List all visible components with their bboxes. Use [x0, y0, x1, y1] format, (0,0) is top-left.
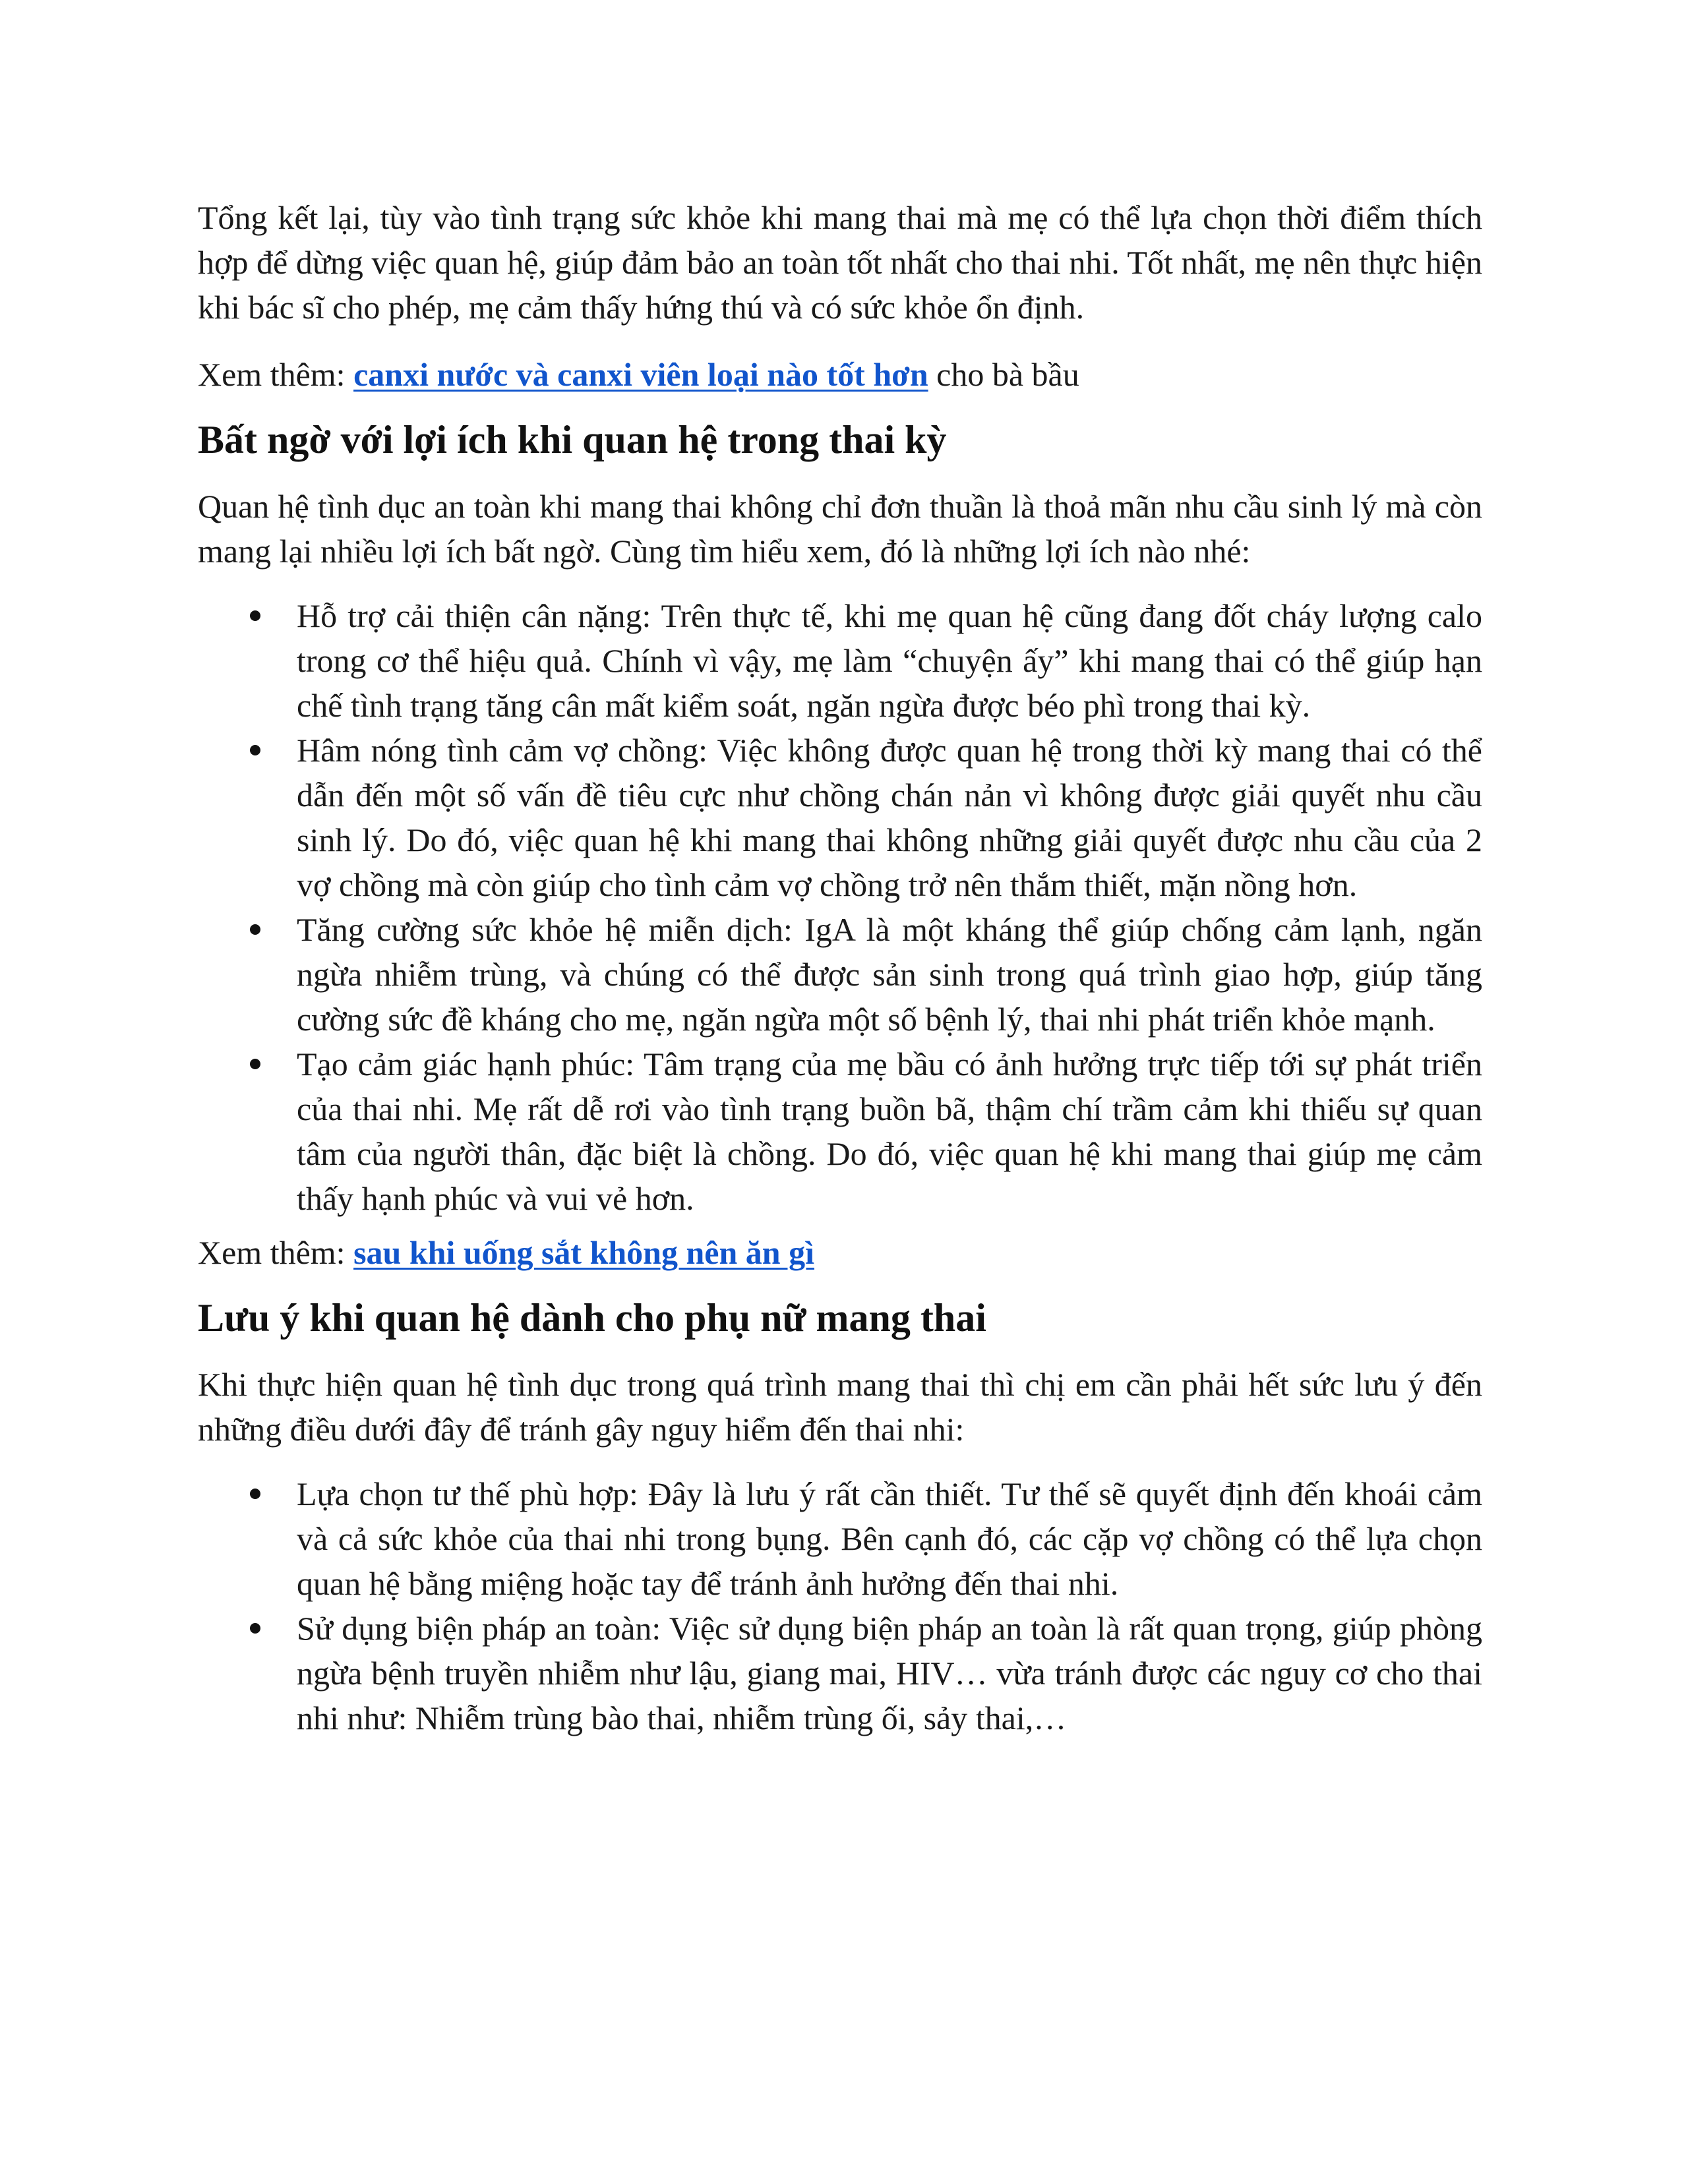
- list-item-text: Lựa chọn tư thế phù hợp: Đây là lưu ý rất cần thiết. Tư thế sẽ quyết định đến khoái cảm và cả sức khỏe của thai nhi trong bụng. Bên cạnh đó, các cặp vợ chồng có thể lựa chọn quan hệ bằng miệng hoặc tay để tránh ảnh hưởng đến thai nhi.: [297, 1475, 1482, 1602]
- see-more-link-calcium[interactable]: canxi nước và canxi viên loại nào tốt hơn: [353, 356, 928, 393]
- list-item-text: Hâm nóng tình cảm vợ chồng: Việc không được quan hệ trong thời kỳ mang thai có thể dẫn đến một số vấn đề tiêu cực như chồng chán nản vì không được giải quyết nhu cầu sinh lý. Do đó, việc quan hệ khi mang thai không những giải quyết được nhu cầu của 2 vợ chồng mà còn giúp cho tình cảm vợ chồng trở nên thắm thiết, mặn nồng hơn.: [297, 732, 1482, 903]
- list-item: [198, 1042, 1482, 1221]
- list-item: [198, 1606, 1482, 1740]
- list-item-text: Sử dụng biện pháp an toàn: Việc sử dụng biện pháp an toàn là rất quan trọng, giúp phòng ngừa bệnh truyền nhiễm như lậu, giang mai, HIV… vừa tránh được các nguy cơ cho thai nhi như: Nhiễm trùng bào thai, nhiễm trùng ối, sảy thai,…: [297, 1610, 1482, 1736]
- see-more-line-2: [198, 1230, 1482, 1275]
- list-item-text: Tạo cảm giác hạnh phúc: Tâm trạng của mẹ bầu có ảnh hưởng trực tiếp tới sự phát triển của thai nhi. Mẹ rất dễ rơi vào tình trạng buồn bã, thậm chí trầm cảm khi thiếu sự quan tâm của người thân, đặc biệt là chồng. Do đó, việc quan hệ khi mang thai giúp mẹ cảm thấy hạnh phúc và vui vẻ hơn.: [297, 1046, 1482, 1217]
- list-item-text: Tăng cường sức khỏe hệ miễn dịch: IgA là một kháng thể giúp chống cảm lạnh, ngăn ngừa nhiễm trùng, và chúng có thể được sản sinh trong quá trình giao hợp, giúp tăng cường sức đề kháng cho mẹ, ngăn ngừa một số bệnh lý, thai nhi phát triển khỏe mạnh.: [297, 911, 1482, 1038]
- bullet-icon: [250, 924, 260, 935]
- section-2-heading: Lưu ý khi quan hệ dành cho phụ nữ mang thai: [198, 1296, 986, 1340]
- bullet-icon: [250, 745, 260, 755]
- section-1-intro: Quan hệ tình dục an toàn khi mang thai không chỉ đơn thuần là thoả mãn nhu cầu sinh lý mà còn mang lại nhiều lợi ích bất ngờ. Cùng tìm hiểu xem, đó là những lợi ích nào nhé:: [198, 488, 1482, 570]
- document-page: [198, 195, 1482, 1740]
- cautions-list: [198, 1471, 1482, 1740]
- see-more-prefix: Xem thêm:: [198, 1234, 354, 1271]
- see-more-link-iron[interactable]: sau khi uống sắt không nên ăn gì: [353, 1234, 814, 1271]
- bullet-icon: [250, 1623, 260, 1634]
- bullet-icon: [250, 1489, 260, 1499]
- list-item: [198, 907, 1482, 1042]
- benefits-list: [198, 593, 1482, 1221]
- list-item: [198, 728, 1482, 907]
- bullet-icon: [250, 610, 260, 621]
- section-2-intro: Khi thực hiện quan hệ tình dục trong quá trình mang thai thì chị em cần phải hết sức lưu ý đến những điều dưới đây để tránh gây nguy hiểm đến thai nhi:: [198, 1366, 1482, 1448]
- list-item: [198, 1471, 1482, 1606]
- see-more-suffix: cho bà bầu: [928, 356, 1079, 393]
- bullet-icon: [250, 1059, 260, 1069]
- section-1-heading: Bất ngờ với lợi ích khi quan hệ trong thai kỳ: [198, 418, 947, 461]
- list-item: [198, 593, 1482, 728]
- see-more-line-1: [198, 352, 1482, 397]
- intro-paragraph: Tổng kết lại, tùy vào tình trạng sức khỏe khi mang thai mà mẹ có thể lựa chọn thời điểm thích hợp để dừng việc quan hệ, giúp đảm bảo an toàn tốt nhất cho thai nhi. Tốt nhất, mẹ nên thực hiện khi bác sĩ cho phép, mẹ cảm thấy hứng thú và có sức khỏe ổn định.: [198, 199, 1482, 326]
- list-item-text: Hỗ trợ cải thiện cân nặng: Trên thực tế, khi mẹ quan hệ cũng đang đốt cháy lượng calo trong cơ thể hiệu quả. Chính vì vậy, mẹ làm “chuyện ấy” khi mang thai có thể giúp hạn chế tình trạng tăng cân mất kiểm soát, ngăn ngừa được béo phì trong thai kỳ.: [297, 597, 1482, 724]
- see-more-prefix: Xem thêm:: [198, 356, 354, 393]
